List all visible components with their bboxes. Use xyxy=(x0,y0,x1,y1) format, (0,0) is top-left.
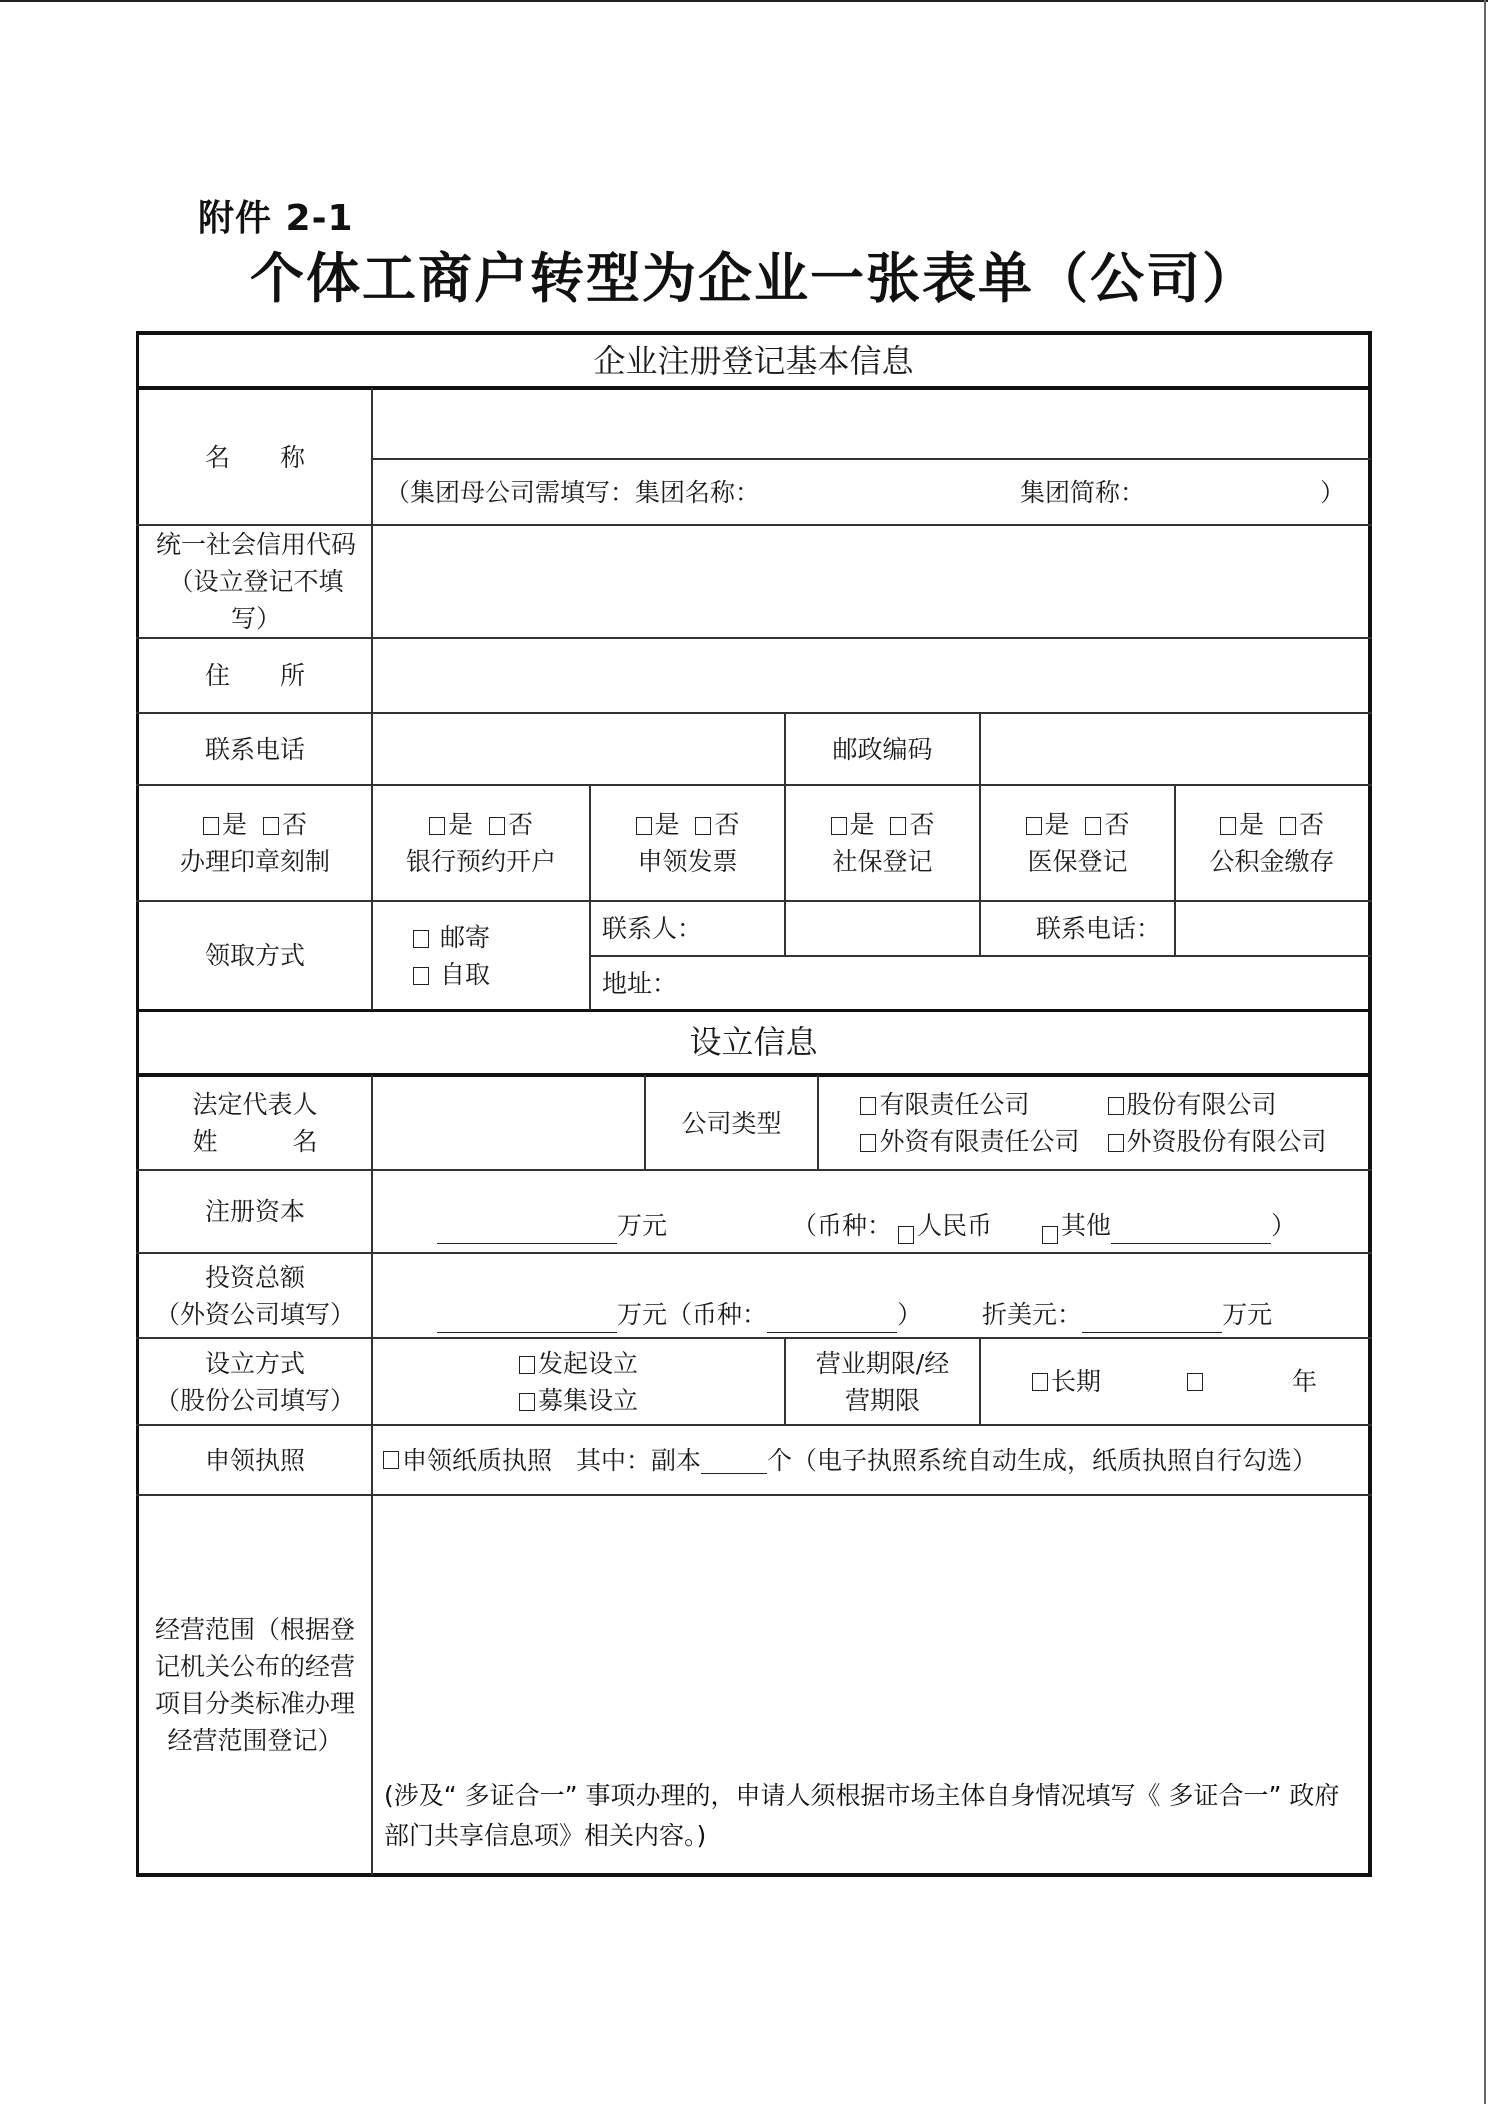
pickup-options xyxy=(373,902,589,1009)
reg-capital-input[interactable] xyxy=(437,1217,617,1244)
checkbox-other-currency[interactable] xyxy=(1042,1226,1058,1244)
checkbox-llc[interactable] xyxy=(860,1097,876,1115)
setup-method-label xyxy=(139,1339,371,1424)
yes-label: 是 xyxy=(1239,810,1265,839)
contact-phone-label: 联系电话： xyxy=(1035,914,1161,943)
service-label: 社保登记 xyxy=(832,847,933,876)
pickup-address-label: 地址： xyxy=(602,968,678,998)
scope-note: (涉及“ 多证合一” 事项办理的，申请人须根据市场主体自身情况填写《 多证合一” 政府部门共享信息项》相关内容。) xyxy=(384,1781,1340,1850)
no-label: 否 xyxy=(1298,810,1324,839)
wan-yuan-label: 万元 xyxy=(1222,1300,1273,1329)
other-currency-input[interactable] xyxy=(1111,1217,1271,1244)
service-label: 公积金缴存 xyxy=(1209,847,1335,876)
checkbox-yes[interactable] xyxy=(1026,817,1042,835)
license-copies-prefix: 其中：副本 xyxy=(576,1445,702,1475)
pickup-label: 领取方式 xyxy=(204,941,305,970)
checkbox-no[interactable] xyxy=(1085,817,1101,835)
setup-method-label-line1: 设立方式 xyxy=(204,1348,305,1378)
investment-field xyxy=(373,1254,1368,1337)
checkbox-no[interactable] xyxy=(695,817,711,835)
legal-rep-label xyxy=(139,1077,371,1169)
currency-other: 其他 xyxy=(1061,1211,1112,1240)
credit-code-label: 统一社会信用代码（设立登记不填写） xyxy=(155,530,356,633)
postcode-label: 邮政编码 xyxy=(832,734,933,764)
phone-field[interactable] xyxy=(373,714,784,784)
term-year: 年 xyxy=(1292,1367,1318,1396)
attachment-label: 附件 2-1 xyxy=(198,198,354,239)
investment-currency-input[interactable] xyxy=(767,1306,897,1333)
page-right-edge xyxy=(1484,0,1486,2104)
company-type-llc: 有限责任公司 xyxy=(879,1090,1030,1119)
checkbox-yes[interactable] xyxy=(831,817,847,835)
checkbox-paper-license[interactable] xyxy=(383,1451,399,1469)
investment-currency-prefix: （币种： xyxy=(667,1300,768,1329)
name-label: 名 称 xyxy=(204,442,305,472)
checkbox-term-years[interactable] xyxy=(1187,1373,1203,1391)
service-label: 办理印章刻制 xyxy=(179,847,330,876)
company-name-field[interactable] xyxy=(373,390,1368,458)
license-copies-input[interactable] xyxy=(701,1447,767,1474)
checkbox-self-pickup[interactable] xyxy=(413,967,429,985)
checkbox-no[interactable] xyxy=(1280,817,1296,835)
group-short-label: 集团简称： xyxy=(1020,477,1146,507)
checkbox-joint-stock[interactable] xyxy=(1108,1097,1124,1115)
usd-label: 折美元： xyxy=(982,1300,1083,1329)
investment-label-line2: （外资公司填写） xyxy=(154,1299,355,1329)
group-name-field[interactable] xyxy=(385,460,1365,524)
checkbox-yes[interactable] xyxy=(429,817,445,835)
yes-label: 是 xyxy=(1044,810,1070,839)
yes-label: 是 xyxy=(849,810,875,839)
checkbox-offering[interactable] xyxy=(519,1393,535,1411)
checkbox-yes[interactable] xyxy=(203,817,219,835)
page-title: 个体工商户转型为企业一张表单（公司） xyxy=(250,246,1258,310)
investment-label-line1: 投资总额 xyxy=(204,1262,305,1292)
address-label: 住 所 xyxy=(204,661,305,690)
currency-rmb: 人民币 xyxy=(917,1211,993,1240)
legal-rep-field[interactable] xyxy=(373,1077,644,1169)
service-social-security xyxy=(786,786,979,900)
license-copies-suffix: 个（电子执照系统自动生成，纸质执照自行勾选） xyxy=(767,1445,1318,1475)
setup-method-options xyxy=(373,1339,784,1424)
license-label: 申领执照 xyxy=(204,1445,305,1475)
checkbox-yes[interactable] xyxy=(1220,817,1236,835)
service-seal xyxy=(139,786,371,900)
company-type-options xyxy=(819,1077,1368,1169)
no-label: 否 xyxy=(507,810,533,839)
usd-amount-input[interactable] xyxy=(1082,1306,1222,1333)
group-note-prefix: （集团母公司需填写：集团名称： xyxy=(385,477,761,507)
yes-label: 是 xyxy=(654,810,680,839)
contact-person-label: 联系人： xyxy=(602,914,703,943)
checkbox-rmb[interactable] xyxy=(898,1226,914,1244)
yes-label: 是 xyxy=(448,810,474,839)
checkbox-long-term[interactable] xyxy=(1032,1373,1048,1391)
reg-capital-field xyxy=(373,1171,1368,1252)
term-label xyxy=(786,1339,979,1424)
checkbox-no[interactable] xyxy=(890,817,906,835)
license-option: 申领纸质执照 xyxy=(402,1445,553,1475)
service-label: 银行预约开户 xyxy=(405,847,556,876)
company-type-label: 公司类型 xyxy=(681,1108,782,1138)
credit-code-field[interactable] xyxy=(373,526,1368,637)
phone-label: 联系电话 xyxy=(204,734,305,764)
investment-amount-input[interactable] xyxy=(437,1306,617,1333)
company-type-joint-stock: 股份有限公司 xyxy=(1126,1090,1277,1119)
investment-label xyxy=(139,1254,371,1337)
pickup-option-self: 自取 xyxy=(439,959,490,989)
service-label: 申领发票 xyxy=(637,847,738,876)
paren-close: ） xyxy=(1271,1211,1297,1240)
table-border-right xyxy=(1368,331,1372,1877)
scope-field[interactable] xyxy=(373,1496,1368,1766)
address-field[interactable] xyxy=(373,639,1368,712)
checkbox-yes[interactable] xyxy=(636,817,652,835)
scope-label: 经营范围（根据登记机关公布的经营项目分类标准办理经营范围登记） xyxy=(154,1614,355,1755)
wan-yuan-label: 万元 xyxy=(617,1300,668,1329)
currency-prefix: （币种： xyxy=(792,1211,893,1240)
no-label: 否 xyxy=(281,810,307,839)
checkbox-no[interactable] xyxy=(489,817,505,835)
legal-rep-label-line1: 法定代表人 xyxy=(192,1090,318,1119)
setup-method-promotion: 发起设立 xyxy=(537,1348,638,1378)
checkbox-no[interactable] xyxy=(263,817,279,835)
term-label-line2: 营期限 xyxy=(844,1385,920,1415)
license-field xyxy=(383,1426,1368,1494)
section-header-setup: 设立信息 xyxy=(689,1023,818,1061)
term-label-line1: 营业期限/经 xyxy=(815,1348,950,1378)
service-invoice xyxy=(591,786,784,900)
checkbox-promotion[interactable] xyxy=(519,1356,535,1374)
section-header-basic: 企业注册登记基本信息 xyxy=(593,341,914,380)
checkbox-mail[interactable] xyxy=(413,930,429,948)
contact-person-field[interactable] xyxy=(786,902,979,955)
pickup-option-mail: 邮寄 xyxy=(439,922,490,952)
company-type-foreign-llc: 外资有限责任公司 xyxy=(879,1127,1080,1156)
no-label: 否 xyxy=(909,810,935,839)
no-label: 否 xyxy=(714,810,740,839)
service-housing-fund xyxy=(1176,786,1368,900)
setup-method-label-line2: （股份公司填写） xyxy=(154,1385,355,1415)
term-long: 长期 xyxy=(1050,1367,1101,1396)
setup-method-offering: 募集设立 xyxy=(537,1385,638,1415)
checkbox-foreign-joint-stock[interactable] xyxy=(1108,1134,1124,1152)
term-options xyxy=(981,1339,1368,1424)
yes-label: 是 xyxy=(222,810,248,839)
postcode-field[interactable] xyxy=(981,714,1368,784)
table-border-bottom xyxy=(136,1873,1372,1877)
page-top-edge xyxy=(0,0,1488,2)
legal-rep-label-line2: 姓 名 xyxy=(192,1127,318,1156)
group-note-close: ） xyxy=(1320,477,1346,507)
service-medical xyxy=(981,786,1174,900)
wan-yuan-label: 万元 xyxy=(617,1211,668,1240)
checkbox-foreign-llc[interactable] xyxy=(860,1134,876,1152)
contact-phone-field[interactable] xyxy=(1176,902,1368,955)
company-type-foreign-joint-stock: 外资股份有限公司 xyxy=(1126,1127,1327,1156)
pickup-address-field[interactable] xyxy=(602,957,1368,1009)
reg-capital-label: 注册资本 xyxy=(204,1197,305,1226)
paren-close: ） xyxy=(897,1300,923,1329)
service-label: 医保登记 xyxy=(1027,847,1128,876)
service-bank xyxy=(373,786,589,900)
no-label: 否 xyxy=(1104,810,1130,839)
